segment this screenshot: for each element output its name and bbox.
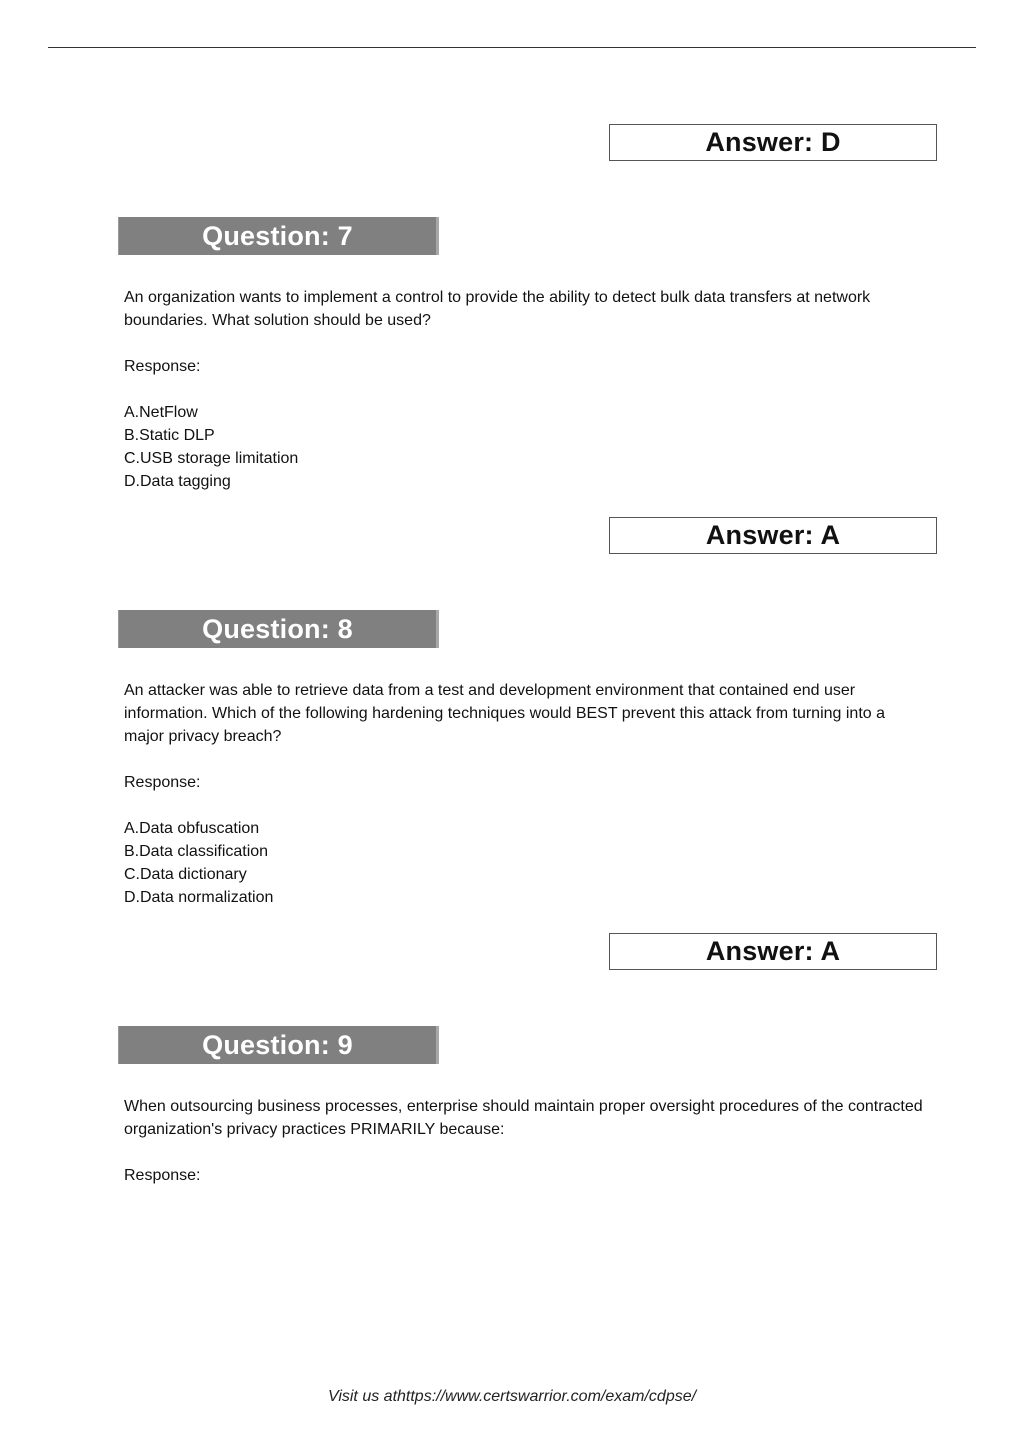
footer-link-text: Visit us athttps://www.certswarrior.com/exam/cdpse/ [327,1388,697,1405]
question-heading-9: Question: 9 [118,1026,439,1064]
question-heading-8: Question: 8 [118,610,439,648]
response-label-7 [124,355,924,378]
option-a: A.Data obfuscation [124,820,260,837]
response-label-9 [124,1164,924,1187]
option-a: A.NetFlow [124,404,198,421]
option-d: D.Data tagging [124,473,231,490]
question-text-8 [124,679,924,748]
option-c: C.Data dictionary [124,866,247,883]
response-label-8 [124,771,924,794]
response-label: Response: [124,774,201,791]
question-stem: An attacker was able to retrieve data from a test and development environment that contained end user information. Which of the following hardening techniques would BEST prevent this attack from turning into a major privacy breach? [124,682,886,745]
options-list-8 [124,817,273,909]
response-label: Response: [124,1167,201,1184]
question-heading-7: Question: 7 [118,217,439,255]
answer-box-q7: Answer: A [609,517,937,554]
question-text-7 [124,286,924,332]
option-b: B.Data classification [124,843,269,860]
question-stem: An organization wants to implement a control to provide the ability to detect bulk data transfers at network boundaries. What solution should be used? [124,289,871,329]
option-c: C.USB storage limitation [124,450,299,467]
question-stem: When outsourcing business processes, enterprise should maintain proper oversight procedures of the contracted organization's privacy practices PRIMARILY because: [124,1098,923,1138]
answer-box-q8: Answer: A [609,933,937,970]
answer-box-q6: Answer: D [609,124,937,161]
option-d: D.Data normalization [124,889,274,906]
header-divider [48,47,976,48]
options-list-7 [124,401,298,493]
response-label: Response: [124,358,201,375]
option-b: B.Static DLP [124,427,215,444]
question-text-9 [124,1095,924,1141]
